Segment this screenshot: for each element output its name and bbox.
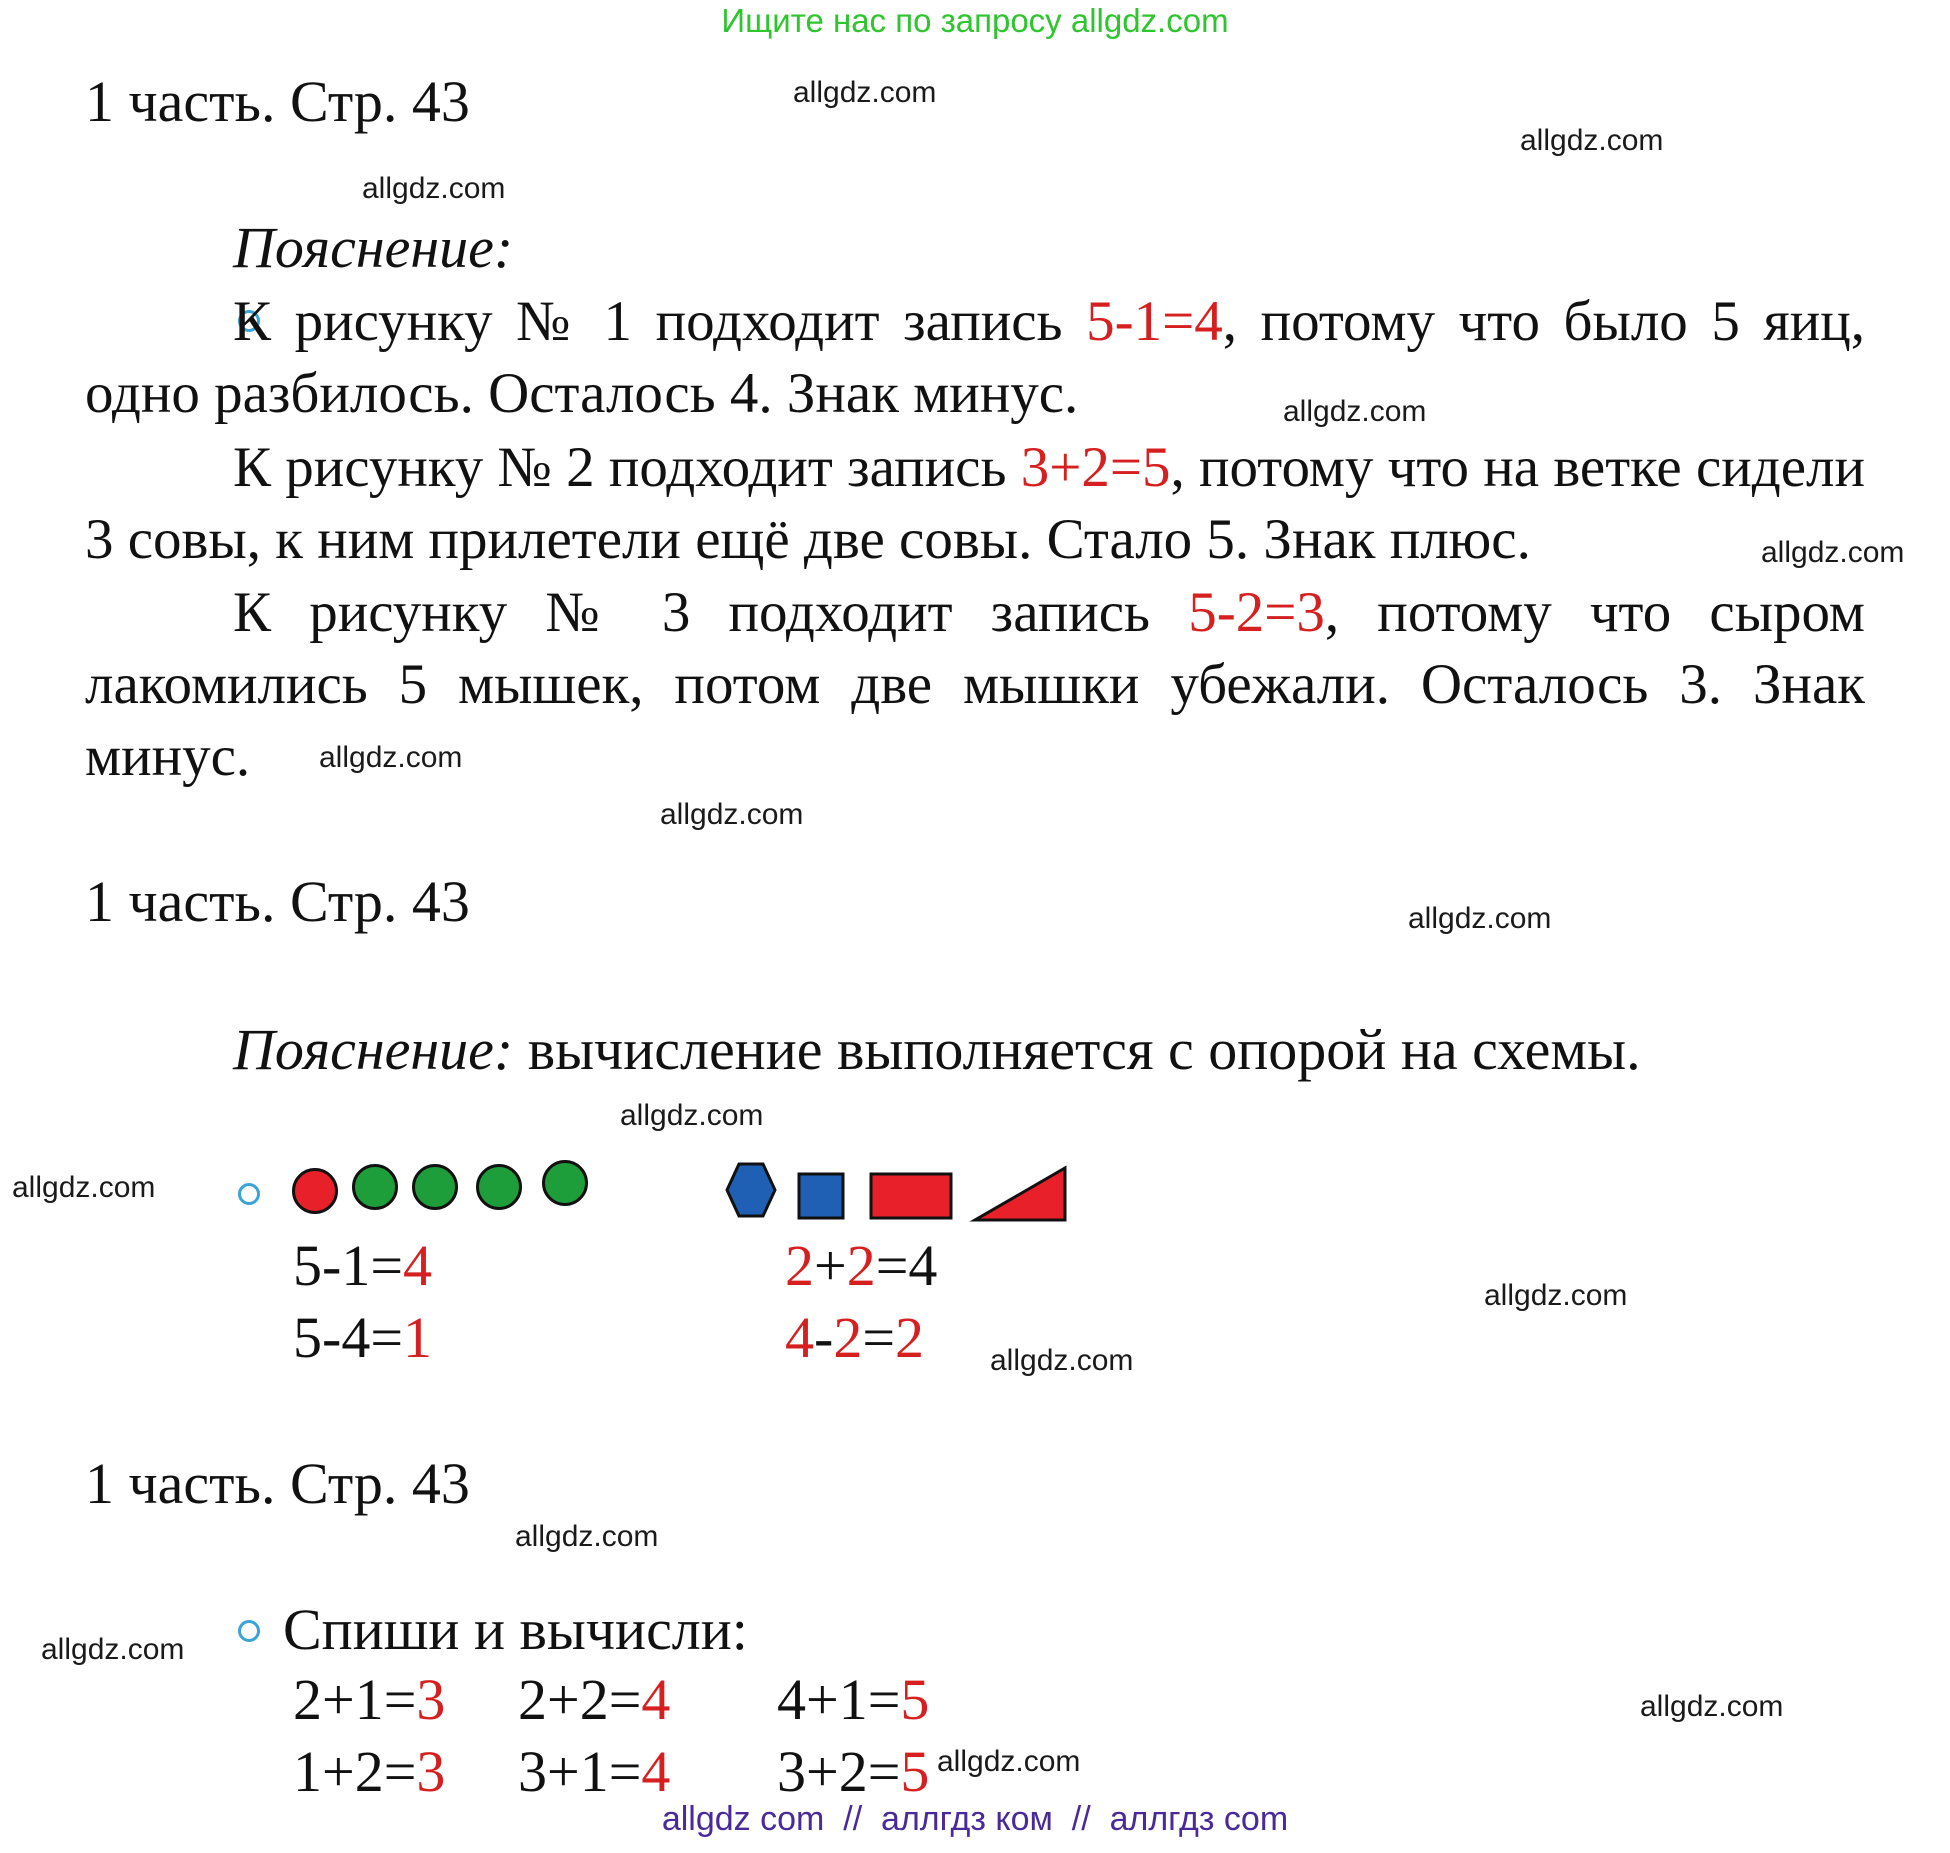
blue-square-icon [799,1174,843,1218]
watermark: allgdz.com [1761,536,1905,569]
bullet-icon [238,1620,260,1642]
red-circle-icon [292,1168,338,1214]
watermark: allgdz.com [620,1099,764,1132]
equation: 4-2=2 [785,1305,925,1370]
paragraph-text: , потому что сыром лакомились 5 мышек, потом две мышки убежали. Осталось 3. Знак минус. [85,581,1865,788]
red-triangle-icon [975,1168,1065,1220]
blue-hexagon-icon [727,1164,775,1216]
green-circle-icon [352,1164,398,1210]
top-banner: Ищите нас по запросу allgdz.com [721,2,1229,39]
paragraph-text: К рисунку № 2 подходит запись [233,436,1021,499]
watermark: allgdz.com [12,1171,156,1204]
equation-answer: 3+2=5 [1020,436,1171,499]
watermark: allgdz.com [660,798,804,831]
section3-task: Спиши и вычисли: [283,1597,748,1662]
equation: 2+1=3 [293,1667,446,1732]
watermark: allgdz.com [515,1520,659,1553]
section1-heading: 1 часть. Стр. 43 [85,69,470,134]
equation-answer: 5-2=3 [1188,581,1325,644]
watermark: allgdz.com [1640,1690,1784,1723]
section1-paragraph-1 [85,286,1865,430]
explanation-text: вычисление выполняется с опорой на схемы. [513,1017,1641,1082]
paragraph-text: , потому что было 5 яиц, одно разбилось. Осталось 4. Знак минус. [85,290,1865,425]
watermark: allgdz.com [1520,124,1664,157]
equation: 5-4=1 [293,1305,433,1370]
equation-answer: 5-1=4 [1086,290,1223,353]
watermark: allgdz.com [990,1344,1134,1377]
bullet-icon [238,1183,260,1205]
equation: 2+2=4 [785,1233,938,1298]
section3-heading: 1 часть. Стр. 43 [85,1451,470,1516]
watermark: allgdz.com [793,76,937,109]
section2-explanation [233,1016,1641,1083]
equation: 3+2=5 [777,1739,930,1804]
shapes-scheme [725,1160,1075,1230]
equation: 3+1=4 [518,1739,671,1804]
footer-watermark: allgdz com // аллгдз ком // аллгдз com [661,1800,1289,1838]
watermark: allgdz.com [937,1745,1081,1778]
watermark: allgdz.com [319,741,463,774]
green-circle-icon [412,1164,458,1210]
watermark: allgdz.com [1408,902,1552,935]
paragraph-text: К рисунку № 3 подходит запись [233,581,1189,644]
section1-explanation-label: Пояснение: [233,215,514,280]
equation: 2+2=4 [518,1667,671,1732]
green-circle-icon [542,1160,588,1206]
watermark: allgdz.com [1283,395,1427,428]
equation: 5-1=4 [293,1233,433,1298]
equation: 4+1=5 [777,1667,930,1732]
watermark: allgdz.com [41,1633,185,1666]
equation-result: 1 [403,1305,433,1370]
green-circle-icon [476,1164,522,1210]
equation-result: 4 [403,1233,433,1298]
section1-paragraph-2 [85,432,1865,576]
watermark: allgdz.com [1484,1279,1628,1312]
paragraph-text: К рисунку № 1 подходит запись [233,290,1087,353]
equation: 1+2=3 [293,1739,446,1804]
section2-heading: 1 часть. Стр. 43 [85,869,470,934]
watermark: allgdz.com [362,172,506,205]
explanation-label: Пояснение: [233,1017,514,1082]
paragraph-text: , потому что на ветке сидели 3 совы, к ним прилетели ещё две совы. Стало 5. Знак плюс. [85,436,1866,571]
red-rectangle-icon [871,1174,951,1218]
